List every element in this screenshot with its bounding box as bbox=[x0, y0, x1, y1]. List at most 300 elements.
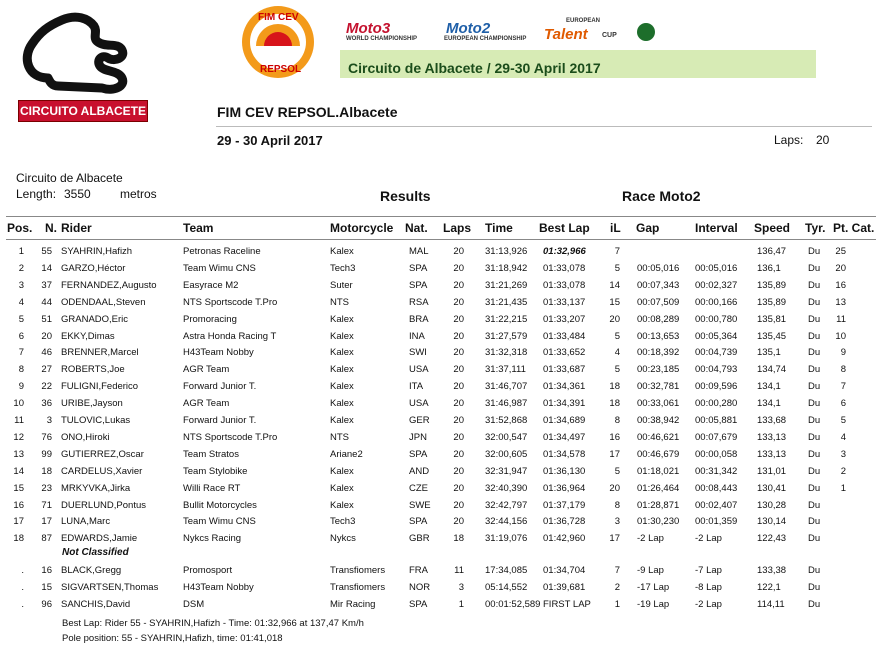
page-title: FIM CEV REPSOL.Albacete bbox=[217, 104, 398, 120]
cell-speed: 136,1 bbox=[757, 262, 781, 274]
cell-nat: SWE bbox=[409, 499, 431, 511]
cell-speed: 130,41 bbox=[757, 482, 787, 494]
cell-pos: 17 bbox=[13, 516, 24, 528]
cell-gap: 00:32,781 bbox=[637, 381, 680, 393]
cell-pos: 7 bbox=[18, 347, 24, 359]
cell-team: Team Wimu CNS bbox=[183, 262, 256, 274]
cell-tyre: Du bbox=[808, 533, 821, 545]
cell-pts: 9 bbox=[840, 347, 846, 359]
cell-pos: 9 bbox=[18, 381, 24, 393]
cell-rider: SANCHIS,David bbox=[61, 598, 131, 610]
result-row bbox=[0, 446, 882, 463]
cell-gap: 01:18,021 bbox=[637, 465, 680, 477]
cell-moto: Kalex bbox=[330, 499, 354, 511]
cell-nat: SPA bbox=[409, 516, 428, 528]
cell-gap: 00:08,289 bbox=[637, 313, 680, 325]
cell-team: Astra Honda Racing T bbox=[183, 330, 277, 342]
col-tyre: Tyr. bbox=[805, 221, 826, 235]
cell-laps: 18 bbox=[453, 533, 464, 545]
cell-moto: Kalex bbox=[330, 347, 354, 359]
cell-il: 17 bbox=[609, 533, 620, 545]
col-il: iL bbox=[610, 221, 621, 235]
laps-value: 20 bbox=[816, 133, 830, 147]
cell-nat: GBR bbox=[409, 533, 430, 545]
cell-tyre: Du bbox=[808, 516, 821, 528]
cell-best: 01:33,078 bbox=[543, 262, 586, 274]
cell-moto: Kalex bbox=[330, 330, 354, 342]
result-row bbox=[0, 378, 882, 395]
cell-il: 1 bbox=[614, 598, 620, 610]
track-map-icon bbox=[18, 8, 148, 100]
cell-num: 18 bbox=[41, 465, 52, 477]
cell-best: 01:37,179 bbox=[543, 499, 586, 511]
cell-interval: 00:08,443 bbox=[695, 482, 738, 494]
cell-num: 22 bbox=[41, 381, 52, 393]
cell-tyre: Du bbox=[808, 431, 821, 443]
col-rider: Rider bbox=[61, 221, 92, 235]
cell-pos: . bbox=[21, 565, 24, 576]
cell-tyre: Du bbox=[808, 262, 821, 274]
cell-speed: 135,89 bbox=[757, 296, 787, 308]
cell-laps: 20 bbox=[453, 262, 464, 274]
result-row bbox=[0, 497, 882, 514]
result-row bbox=[0, 480, 882, 497]
cell-il: 8 bbox=[614, 415, 620, 426]
cell-pts: 10 bbox=[835, 330, 846, 342]
moto2-sub: EUROPEAN CHAMPIONSHIP bbox=[444, 36, 527, 42]
cell-gap: -2 Lap bbox=[637, 533, 664, 545]
cell-pos: 13 bbox=[13, 448, 24, 460]
cell-laps: 20 bbox=[453, 381, 464, 393]
cell-speed: 134,1 bbox=[757, 381, 781, 393]
cell-best: 01:34,497 bbox=[543, 431, 586, 443]
result-row bbox=[0, 530, 882, 547]
length-unit: metros bbox=[120, 187, 157, 201]
moto3-sub: WORLD CHAMPIONSHIP bbox=[346, 36, 417, 42]
cell-team: Team Wimu CNS bbox=[183, 516, 256, 528]
cell-speed: 135,81 bbox=[757, 313, 787, 325]
cell-pos: 8 bbox=[18, 364, 24, 376]
cell-pts: 16 bbox=[835, 279, 846, 291]
header-bottom-rule bbox=[6, 239, 876, 240]
cell-best: 01:39,681 bbox=[543, 581, 586, 593]
cell-speed: 136,47 bbox=[757, 246, 787, 257]
cell-time: 31:37,111 bbox=[485, 364, 526, 376]
cell-nat: SPA bbox=[409, 279, 428, 291]
cell-gap: 01:26,464 bbox=[637, 482, 680, 494]
cell-num: 44 bbox=[41, 296, 52, 308]
cell-gap: 00:46,621 bbox=[637, 431, 680, 443]
cell-tyre: Du bbox=[808, 330, 821, 342]
cell-pos: 14 bbox=[13, 465, 24, 477]
cell-moto: Transfiomers bbox=[330, 565, 386, 576]
cell-il: 5 bbox=[614, 262, 620, 274]
cell-team: Promosport bbox=[183, 565, 233, 576]
moto2-logo: Moto2 bbox=[446, 20, 491, 37]
cell-il: 17 bbox=[609, 448, 620, 460]
cell-num: 17 bbox=[41, 516, 52, 528]
cell-moto: Kalex bbox=[330, 482, 354, 494]
cell-laps: 20 bbox=[453, 398, 464, 410]
cell-interval: 00:05,016 bbox=[695, 262, 738, 274]
col-motorcycle: Motorcycle bbox=[330, 221, 394, 235]
repsol-text: REPSOL bbox=[260, 64, 302, 75]
cell-moto: Ariane2 bbox=[330, 448, 363, 460]
cell-time: 31:21,269 bbox=[485, 279, 528, 291]
cell-il: 14 bbox=[609, 279, 620, 291]
cell-team: H43Team Nobby bbox=[183, 581, 254, 593]
cell-rider: URIBE,Jayson bbox=[61, 398, 123, 410]
cell-speed: 131,01 bbox=[757, 465, 787, 477]
cell-pts: 2 bbox=[840, 465, 846, 477]
cell-time: 32:00,605 bbox=[485, 448, 528, 460]
cell-best: 01:32,966 bbox=[543, 246, 586, 257]
cell-rider: CARDELUS,Xavier bbox=[61, 465, 143, 477]
cell-pos: 11 bbox=[14, 415, 24, 426]
cell-pos: . bbox=[21, 581, 24, 593]
cell-pos: . bbox=[21, 598, 24, 610]
cell-moto: NTS bbox=[330, 296, 349, 308]
cell-speed: 134,74 bbox=[757, 364, 787, 376]
best-lap-note: Best Lap: Rider 55 - SYAHRIN,Hafizh - Time: 01:32,966 at 137,47 Km/h bbox=[62, 618, 364, 629]
cell-team: Petronas Raceline bbox=[183, 246, 261, 257]
results-heading: Results bbox=[380, 188, 431, 204]
result-row bbox=[0, 328, 882, 345]
cell-il: 5 bbox=[614, 465, 620, 477]
cell-num: 87 bbox=[41, 533, 52, 545]
cell-tyre: Du bbox=[808, 347, 821, 359]
cell-nat: BRA bbox=[409, 313, 429, 325]
cell-interval: 00:00,166 bbox=[695, 296, 738, 308]
cell-speed: 134,1 bbox=[757, 398, 781, 410]
cell-laps: 20 bbox=[453, 482, 464, 494]
length-label: Length: bbox=[16, 187, 57, 201]
cell-num: 37 bbox=[41, 279, 52, 291]
cell-moto: Suter bbox=[330, 279, 353, 291]
not-classified-row bbox=[0, 562, 882, 579]
cell-gap: -9 Lap bbox=[637, 565, 664, 576]
cell-gap: -17 Lap bbox=[637, 581, 670, 593]
cell-num: 15 bbox=[41, 581, 52, 593]
result-row bbox=[0, 361, 882, 378]
cell-tyre: Du bbox=[808, 465, 821, 477]
cell-laps: 20 bbox=[453, 313, 464, 325]
cell-rider: FERNANDEZ,Augusto bbox=[61, 279, 157, 291]
cell-time: 31:46,707 bbox=[485, 381, 528, 393]
cell-nat: MAL bbox=[409, 246, 429, 257]
col-pt-cat: Pt. Cat. bbox=[833, 221, 875, 235]
not-classified-row bbox=[0, 579, 882, 596]
cell-speed: 122,43 bbox=[757, 533, 787, 545]
cell-time: 31:13,926 bbox=[485, 246, 528, 257]
cell-interval: 00:07,679 bbox=[695, 431, 738, 443]
cell-time: 05:14,552 bbox=[485, 581, 528, 593]
cell-rider: ROBERTS,Joe bbox=[61, 364, 125, 376]
cell-num: 51 bbox=[41, 313, 52, 325]
cell-num: 20 bbox=[41, 330, 52, 342]
cell-num: 76 bbox=[41, 431, 52, 443]
cell-gap: 00:33,061 bbox=[637, 398, 680, 410]
cell-interval: 00:09,596 bbox=[695, 381, 738, 393]
cell-team: DSM bbox=[183, 598, 205, 610]
cell-best: 01:33,484 bbox=[543, 330, 586, 342]
cell-pts: 13 bbox=[835, 296, 846, 308]
cell-gap: 01:28,871 bbox=[637, 499, 680, 511]
cell-pts: 5 bbox=[840, 415, 846, 426]
cell-time: 32:00,547 bbox=[485, 431, 528, 443]
cell-speed: 135,89 bbox=[757, 279, 787, 291]
cell-laps: 20 bbox=[453, 448, 464, 460]
cell-rider: GUTIERREZ,Oscar bbox=[61, 448, 144, 460]
cell-rider: BRENNER,Marcel bbox=[61, 347, 139, 359]
fim-cev-text: FIM CEV bbox=[258, 12, 299, 23]
cell-gap: 00:13,653 bbox=[637, 330, 680, 342]
cell-nat: RSA bbox=[409, 296, 429, 308]
cell-moto: Kalex bbox=[330, 398, 354, 410]
cell-nat: SPA bbox=[409, 598, 428, 610]
cell-nat: SPA bbox=[409, 448, 428, 460]
cell-moto: Transfiomers bbox=[330, 581, 386, 593]
race-heading: Race Moto2 bbox=[622, 188, 701, 204]
cell-pos: 1 bbox=[18, 246, 24, 257]
cell-pts: 20 bbox=[835, 262, 846, 274]
cell-gap: 00:07,509 bbox=[637, 296, 680, 308]
cell-rider: EDWARDS,Jamie bbox=[61, 533, 138, 545]
cell-il: 5 bbox=[614, 364, 620, 376]
cell-moto: Kalex bbox=[330, 364, 354, 376]
cell-best: 01:34,578 bbox=[543, 448, 586, 460]
cell-gap: 00:18,392 bbox=[637, 347, 680, 359]
cell-laps: 20 bbox=[453, 516, 464, 528]
cell-time: 32:42,797 bbox=[485, 499, 528, 511]
cell-time: 31:27,579 bbox=[485, 330, 528, 342]
cell-moto: Kalex bbox=[330, 381, 354, 393]
cell-il: 5 bbox=[614, 330, 620, 342]
cell-num: 99 bbox=[41, 448, 52, 460]
cell-moto: Tech3 bbox=[330, 262, 356, 274]
cell-pts: 4 bbox=[840, 431, 846, 443]
cell-rider: DUERLUND,Pontus bbox=[61, 499, 146, 511]
cell-laps: 20 bbox=[453, 296, 464, 308]
cell-il: 20 bbox=[609, 482, 620, 494]
cell-team: Forward Junior T. bbox=[183, 415, 257, 426]
cell-interval: 00:01,359 bbox=[695, 516, 738, 528]
cell-best: 01:34,391 bbox=[543, 398, 586, 410]
col-nat: Nat. bbox=[405, 221, 428, 235]
cell-gap: 00:38,942 bbox=[637, 415, 680, 426]
cell-pos: 18 bbox=[13, 533, 24, 545]
result-row bbox=[0, 311, 882, 328]
header-top-rule bbox=[6, 216, 876, 217]
cell-speed: 133,13 bbox=[757, 448, 787, 460]
result-row bbox=[0, 260, 882, 277]
cell-laps: 20 bbox=[453, 246, 464, 257]
cell-tyre: Du bbox=[808, 398, 821, 410]
cell-interval: 00:31,342 bbox=[695, 465, 738, 477]
cell-moto: NTS bbox=[330, 431, 349, 443]
cell-il: 7 bbox=[614, 246, 620, 257]
cell-rider: TULOVIC,Lukas bbox=[61, 415, 131, 426]
cell-rider: ODENDAAL,Steven bbox=[61, 296, 146, 308]
cell-num: 96 bbox=[41, 598, 52, 610]
event-banner bbox=[238, 4, 818, 82]
cell-pts: 25 bbox=[835, 246, 846, 257]
not-classified-row bbox=[0, 596, 882, 613]
cell-laps: 20 bbox=[453, 465, 464, 477]
cell-moto: Kalex bbox=[330, 415, 354, 426]
cell-gap: 00:23,185 bbox=[637, 364, 680, 376]
col-team: Team bbox=[183, 221, 214, 235]
cell-pos: 6 bbox=[18, 330, 24, 342]
cell-laps: 3 bbox=[458, 581, 464, 593]
cell-pos: 15 bbox=[13, 482, 24, 494]
cell-team: Forward Junior T. bbox=[183, 381, 257, 393]
col-laps: Laps bbox=[443, 221, 472, 235]
cell-team: NTS Sportscode T.Pro bbox=[183, 431, 278, 443]
cell-speed: 114,11 bbox=[757, 598, 785, 610]
cell-nat: AND bbox=[409, 465, 430, 477]
circuit-name: Circuito de Albacete bbox=[16, 171, 123, 185]
not-classified-label: Not Classified bbox=[62, 547, 129, 558]
pole-note: Pole position: 55 - SYAHRIN,Hafizh, time: 01:41,018 bbox=[62, 633, 283, 644]
cell-time: 17:34,085 bbox=[485, 565, 528, 576]
cell-best: 01:42,960 bbox=[543, 533, 586, 545]
cell-tyre: Du bbox=[808, 381, 821, 393]
cell-tyre: Du bbox=[808, 598, 821, 610]
cell-il: 8 bbox=[614, 499, 620, 511]
cell-interval: 00:05,364 bbox=[695, 330, 738, 342]
cell-gap: 01:30,230 bbox=[637, 516, 680, 528]
col-time: Time bbox=[485, 221, 513, 235]
cell-time: 31:32,318 bbox=[485, 347, 528, 359]
cell-nat: CZE bbox=[409, 482, 428, 494]
cell-best: 01:36,964 bbox=[543, 482, 586, 494]
cell-interval: 00:02,327 bbox=[695, 279, 738, 291]
result-row bbox=[0, 243, 882, 260]
cell-pos: 12 bbox=[13, 431, 24, 443]
result-row bbox=[0, 294, 882, 311]
cell-tyre: Du bbox=[808, 448, 821, 460]
talent-cup: CUP bbox=[602, 32, 617, 39]
cell-nat: FRA bbox=[409, 565, 428, 576]
cell-best: 01:36,728 bbox=[543, 516, 586, 528]
talent-logo: Talent bbox=[544, 26, 588, 43]
cell-nat: SWI bbox=[409, 347, 427, 359]
cell-pts: 11 bbox=[836, 313, 846, 325]
cell-il: 7 bbox=[614, 565, 620, 576]
cell-tyre: Du bbox=[808, 482, 821, 494]
cell-num: 16 bbox=[41, 565, 52, 576]
cell-rider: SYAHRIN,Hafizh bbox=[61, 246, 133, 257]
cell-interval: 00:04,739 bbox=[695, 347, 738, 359]
moto3-logo: Moto3 bbox=[346, 20, 391, 37]
col-best-lap: Best Lap bbox=[539, 221, 590, 235]
cell-best: FIRST LAP bbox=[543, 598, 591, 610]
cell-interval: 00:00,780 bbox=[695, 313, 738, 325]
cell-rider: ONO,Hiroki bbox=[61, 431, 110, 443]
cell-nat: JPN bbox=[409, 431, 427, 443]
cell-best: 01:33,137 bbox=[543, 296, 586, 308]
result-row bbox=[0, 277, 882, 294]
result-row bbox=[0, 412, 882, 429]
cell-tyre: Du bbox=[808, 565, 821, 576]
laps-label: Laps: bbox=[774, 133, 804, 147]
cell-num: 14 bbox=[41, 262, 52, 274]
cell-speed: 133,38 bbox=[757, 565, 787, 576]
cell-laps: 20 bbox=[453, 347, 464, 359]
cell-tyre: Du bbox=[808, 415, 821, 426]
cell-time: 31:52,868 bbox=[485, 415, 528, 426]
col-gap: Gap bbox=[636, 221, 660, 235]
cell-rider: MRKYVKA,Jirka bbox=[61, 482, 131, 494]
cell-time: 31:22,215 bbox=[485, 313, 528, 325]
cell-pts: 7 bbox=[840, 381, 846, 393]
cell-gap: -19 Lap bbox=[637, 598, 670, 610]
event-line: Circuito de Albacete / 29-30 April 2017 bbox=[348, 60, 601, 76]
cell-best: 01:34,361 bbox=[543, 381, 586, 393]
cell-nat: SPA bbox=[409, 262, 428, 274]
cell-il: 20 bbox=[609, 313, 620, 325]
cell-laps: 1 bbox=[458, 598, 464, 610]
cell-pos: 3 bbox=[18, 279, 24, 291]
title-divider bbox=[216, 126, 872, 127]
cell-nat: USA bbox=[409, 364, 429, 376]
cell-moto: Mir Racing bbox=[330, 598, 376, 610]
cell-pos: 4 bbox=[18, 296, 24, 308]
cell-time: 31:19,076 bbox=[485, 533, 528, 545]
cell-team: AGR Team bbox=[183, 364, 230, 376]
talent-pre: EUROPEAN bbox=[566, 18, 601, 24]
cell-rider: SIGVARTSEN,Thomas bbox=[61, 581, 159, 593]
cell-nat: GER bbox=[409, 415, 430, 426]
cell-nat: USA bbox=[409, 398, 429, 410]
cell-laps: 20 bbox=[453, 415, 464, 426]
cell-team: AGR Team bbox=[183, 398, 230, 410]
cell-pos: 5 bbox=[18, 313, 24, 325]
cell-laps: 11 bbox=[454, 565, 464, 576]
cell-best: 01:33,652 bbox=[543, 347, 586, 359]
cell-num: 36 bbox=[41, 398, 52, 410]
cell-best: 01:33,687 bbox=[543, 364, 586, 376]
cell-rider: EKKY,Dimas bbox=[61, 330, 115, 342]
cell-pos: 2 bbox=[18, 262, 24, 274]
cell-il: 18 bbox=[609, 398, 620, 410]
cell-tyre: Du bbox=[808, 499, 821, 511]
cell-pts: 6 bbox=[840, 398, 846, 410]
cell-team: Promoracing bbox=[183, 313, 237, 325]
cell-laps: 20 bbox=[453, 499, 464, 511]
cell-laps: 20 bbox=[453, 431, 464, 443]
cell-tyre: Du bbox=[808, 246, 821, 257]
cell-gap: 00:46,679 bbox=[637, 448, 680, 460]
cell-pts: 3 bbox=[840, 448, 846, 460]
cell-time: 32:40,390 bbox=[485, 482, 528, 494]
cell-team: NTS Sportscode T.Pro bbox=[183, 296, 278, 308]
cell-rider: GRANADO,Eric bbox=[61, 313, 129, 325]
cell-moto: Nykcs bbox=[330, 533, 356, 545]
cell-best: 01:33,078 bbox=[543, 279, 586, 291]
cell-speed: 135,45 bbox=[757, 330, 787, 342]
cell-speed: 122,1 bbox=[757, 581, 781, 593]
cell-moto: Kalex bbox=[330, 246, 354, 257]
cell-speed: 133,13 bbox=[757, 431, 787, 443]
cell-gap: 00:05,016 bbox=[637, 262, 680, 274]
cell-tyre: Du bbox=[808, 581, 821, 593]
cell-best: 01:33,207 bbox=[543, 313, 586, 325]
cell-interval: -7 Lap bbox=[695, 565, 722, 576]
event-dates: 29 - 30 April 2017 bbox=[217, 133, 323, 148]
cell-speed: 135,1 bbox=[757, 347, 781, 359]
